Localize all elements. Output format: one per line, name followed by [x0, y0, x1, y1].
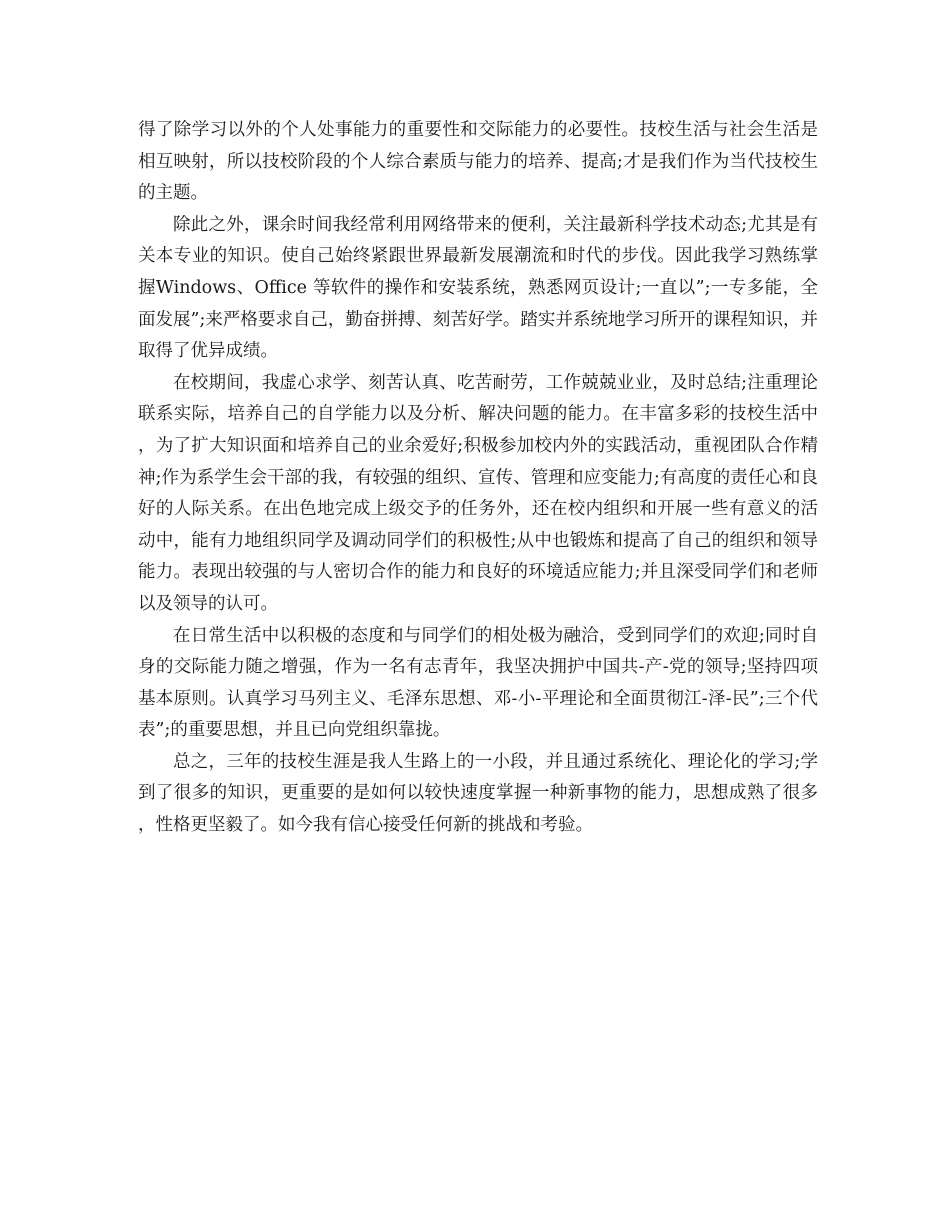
paragraph-5: 总之，三年的技校生涯是我人生路上的一小段，并且通过系统化、理论化的学习;学到了很多的知识，更重要的是如何以较快速度掌握一种新事物的能力，思想成熟了很多，性格更坚毅了。如今我有信心接受任何新的挑战和考验。 [138, 751, 818, 836]
paragraph-3: 在校期间，我虚心求学、刻苦认真、吃苦耐劳，工作兢兢业业，及时总结;注重理论联系实际，培养自己的自学能力以及分析、解决问题的能力。在丰富多彩的技校生活中，为了扩大知识面和培养自己的业余爱好;积极参加校内外的实践活动，重视团队合作精神;作为系学生会干部的我，有较强的组织、宣传、管理和应变能力;有高度的责任心和良好的人际关系。在出色地完成上级交予的任务外，还在校内组织和开展一些有意义的活动中，能有力地组织同学及调动同学们的积极性;从中也锻炼和提高了自己的组织和领导能力。表现出较强的与人密切合作的能力和良好的环境适应能力;并且深受同学们和老师以及领导的认可。 [138, 372, 818, 614]
paragraph-2: 除此之外，课余时间我经常利用网络带来的便利，关注最新科学技术动态;尤其是有关本专业的知识。使自己始终紧跟世界最新发展潮流和时代的步伐。因此我学习熟练掌握Windows、Office 等软件的操作和安装系统，熟悉网页设计;一直以”;一专多能，全面发展”;来严格要求自己，勤奋拼搏、刻苦好学。踏实并系统地学习所开的课程知识，并取得了优异成绩。 [138, 214, 818, 362]
body-text [138, 115, 818, 842]
paragraph-1: 得了除学习以外的个人处事能力的重要性和交际能力的必要性。技校生活与社会生活是相互映射，所以技校阶段的个人综合素质与能力的培养、提高;才是我们作为当代技校生的主题。 [138, 120, 818, 204]
paragraph-4: 在日常生活中以积极的态度和与同学们的相处极为融洽，受到同学们的欢迎;同时自身的交际能力随之增强，作为一名有志青年，我坚决拥护中国共-产-党的领导;坚持四项基本原则。认真学习马列主义、毛泽东思想、邓-小-平理论和全面贯彻江-泽-民”;三个代表”;的重要思想，并且已向党组织靠拢。 [138, 625, 818, 741]
